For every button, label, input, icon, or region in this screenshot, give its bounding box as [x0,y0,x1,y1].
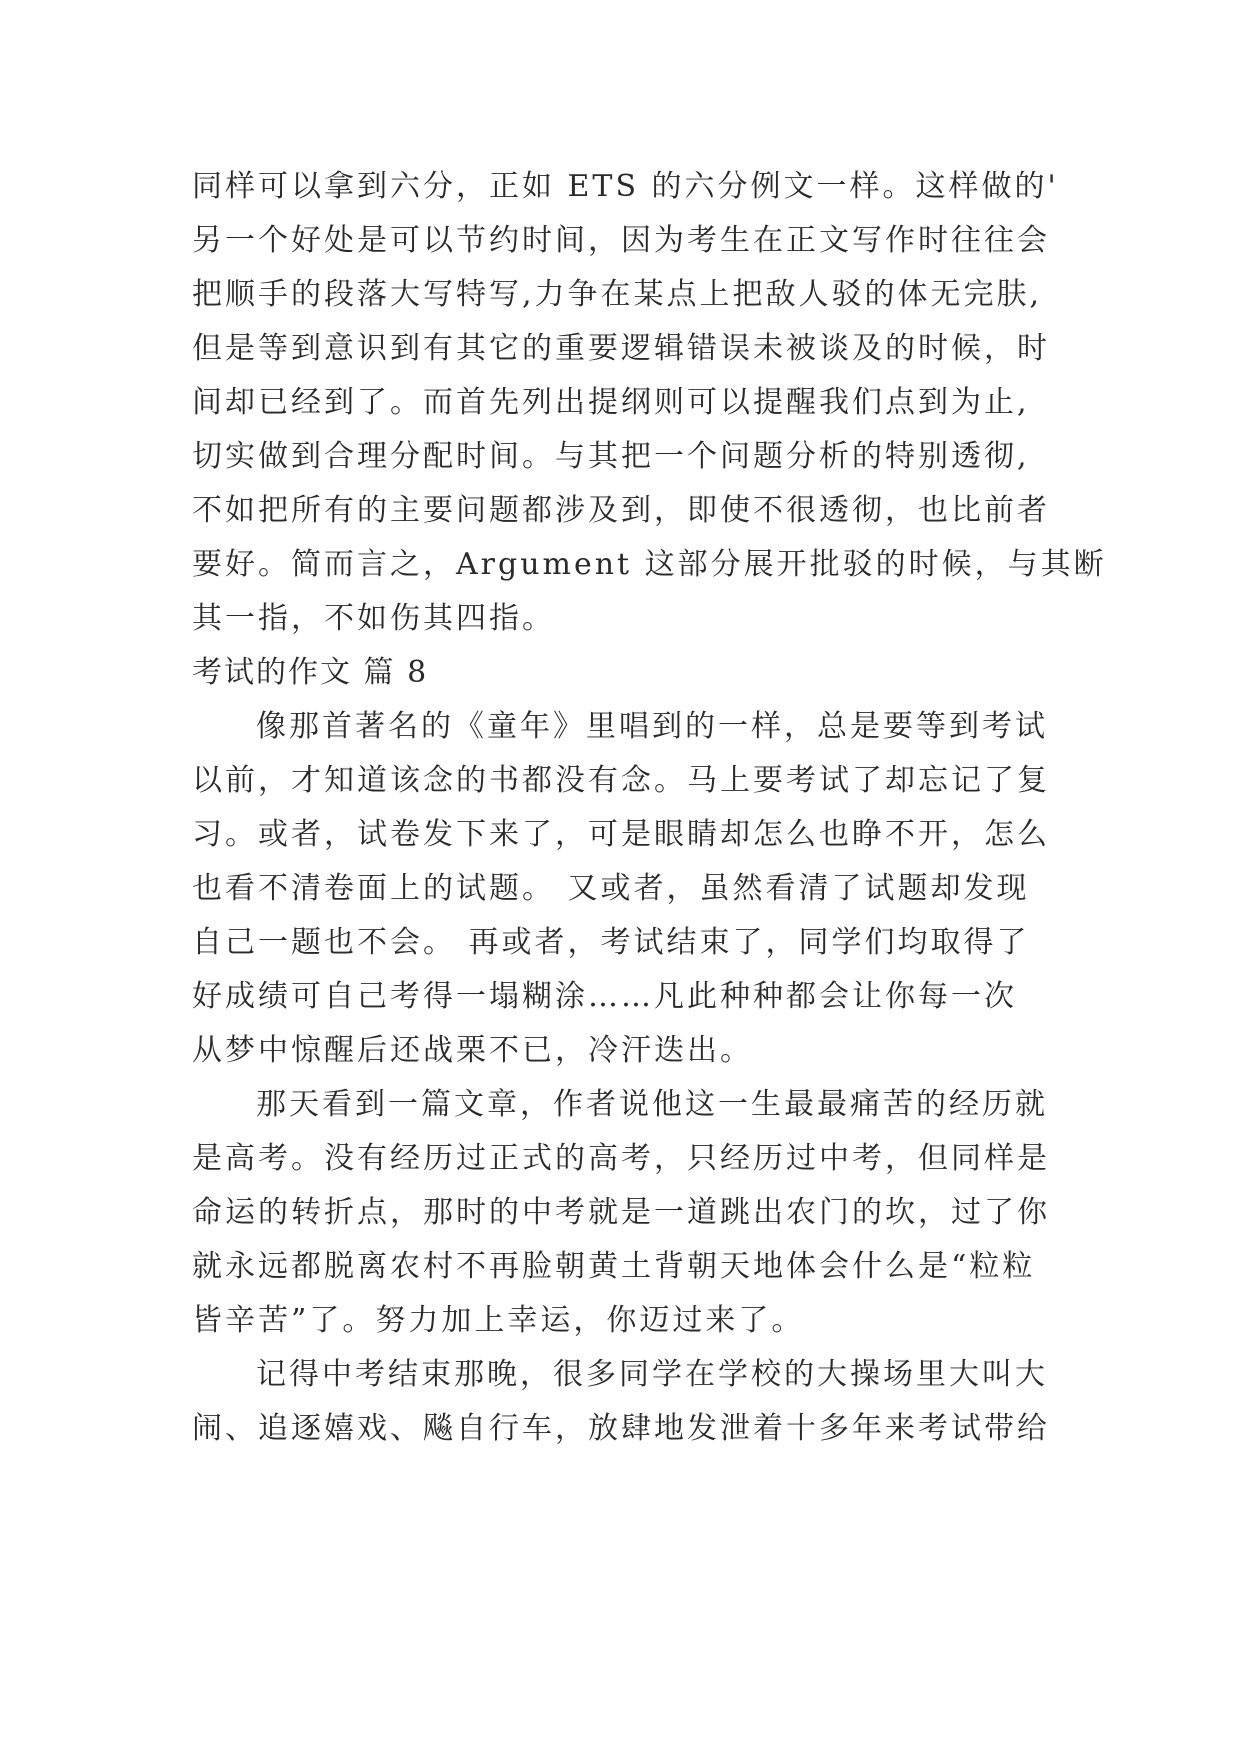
text-line: 命运的转折点，那时的中考就是一道跳出农门的坎，过了你 [192,1195,1050,1230]
text-line: 同样可以拿到六分，正如 ETS 的六分例文一样。这样做的' [192,169,1059,204]
text-line: 以前，才知道该念的书都没有念。马上要考试了却忘记了复 [192,763,1050,798]
text-line: 要好。简而言之，Argument 这部分展开批驳的时候，与其断 [192,547,1107,582]
text-line: 也看不清卷面上的试题。 又或者，虽然看清了试题却发现 [192,871,1030,906]
text-line: 像那首著名的《童年》里唱到的一样，总是要等到考试 [256,709,1048,744]
text-line: 那天看到一篇文章，作者说他这一生最最痛苦的经历就 [256,1087,1048,1122]
previous-section-text [192,160,1107,646]
text-line: 记得中考结束那晚，很多同学在学校的大操场里大叫大 [256,1357,1048,1392]
text-line: 不如把所有的主要问题都涉及到，即使不很透彻，也比前者 [192,493,1050,528]
text-line: 皆辛苦”了。努力加上幸运，你迈过来了。 [192,1303,805,1338]
paragraph-1 [192,700,1092,1078]
paragraph-3 [192,1348,1092,1456]
text-line: 自己一题也不会。 再或者，考试结束了，同学们均取得了 [192,925,1030,960]
text-line: 好成绩可自己考得一塌糊涂……凡此种种都会让你每一次 [192,979,1017,1014]
text-line: 其一指，不如伤其四指。 [192,601,555,636]
text-line: 就永远都脱离农村不再脸朝黄土背朝天地体会什么是“粒粒 [192,1249,1036,1284]
paragraph-2 [192,1078,1092,1348]
text-line: 切实做到合理分配时间。与其把一个问题分析的特别透彻, [192,439,1030,474]
text-line: 但是等到意识到有其它的重要逻辑错误未被谈及的时候，时 [192,331,1050,366]
text-line: 是高考。没有经历过正式的高考，只经历过中考，但同样是 [192,1141,1050,1176]
text-line: 间却已经到了。而首先列出提纲则可以提醒我们点到为止, [192,385,1030,420]
section-heading: 考试的作文 篇 8 [192,655,429,690]
text-line: 另一个好处是可以节约时间，因为考生在正文写作时往往会 [192,223,1050,258]
text-line: 把顺手的段落大写特写,力争在某点上把敌人驳的体无完肤, [192,277,1043,312]
text-line: 从梦中惊醒后还战栗不已，冷汗迭出。 [192,1033,753,1068]
text-line: 闹、追逐嬉戏、飚自行车，放肆地发泄着十多年来考试带给 [192,1411,1050,1446]
text-line: 习。或者，试卷发下来了，可是眼睛却怎么也睁不开，怎么 [192,817,1050,852]
document-body [192,160,1107,1456]
